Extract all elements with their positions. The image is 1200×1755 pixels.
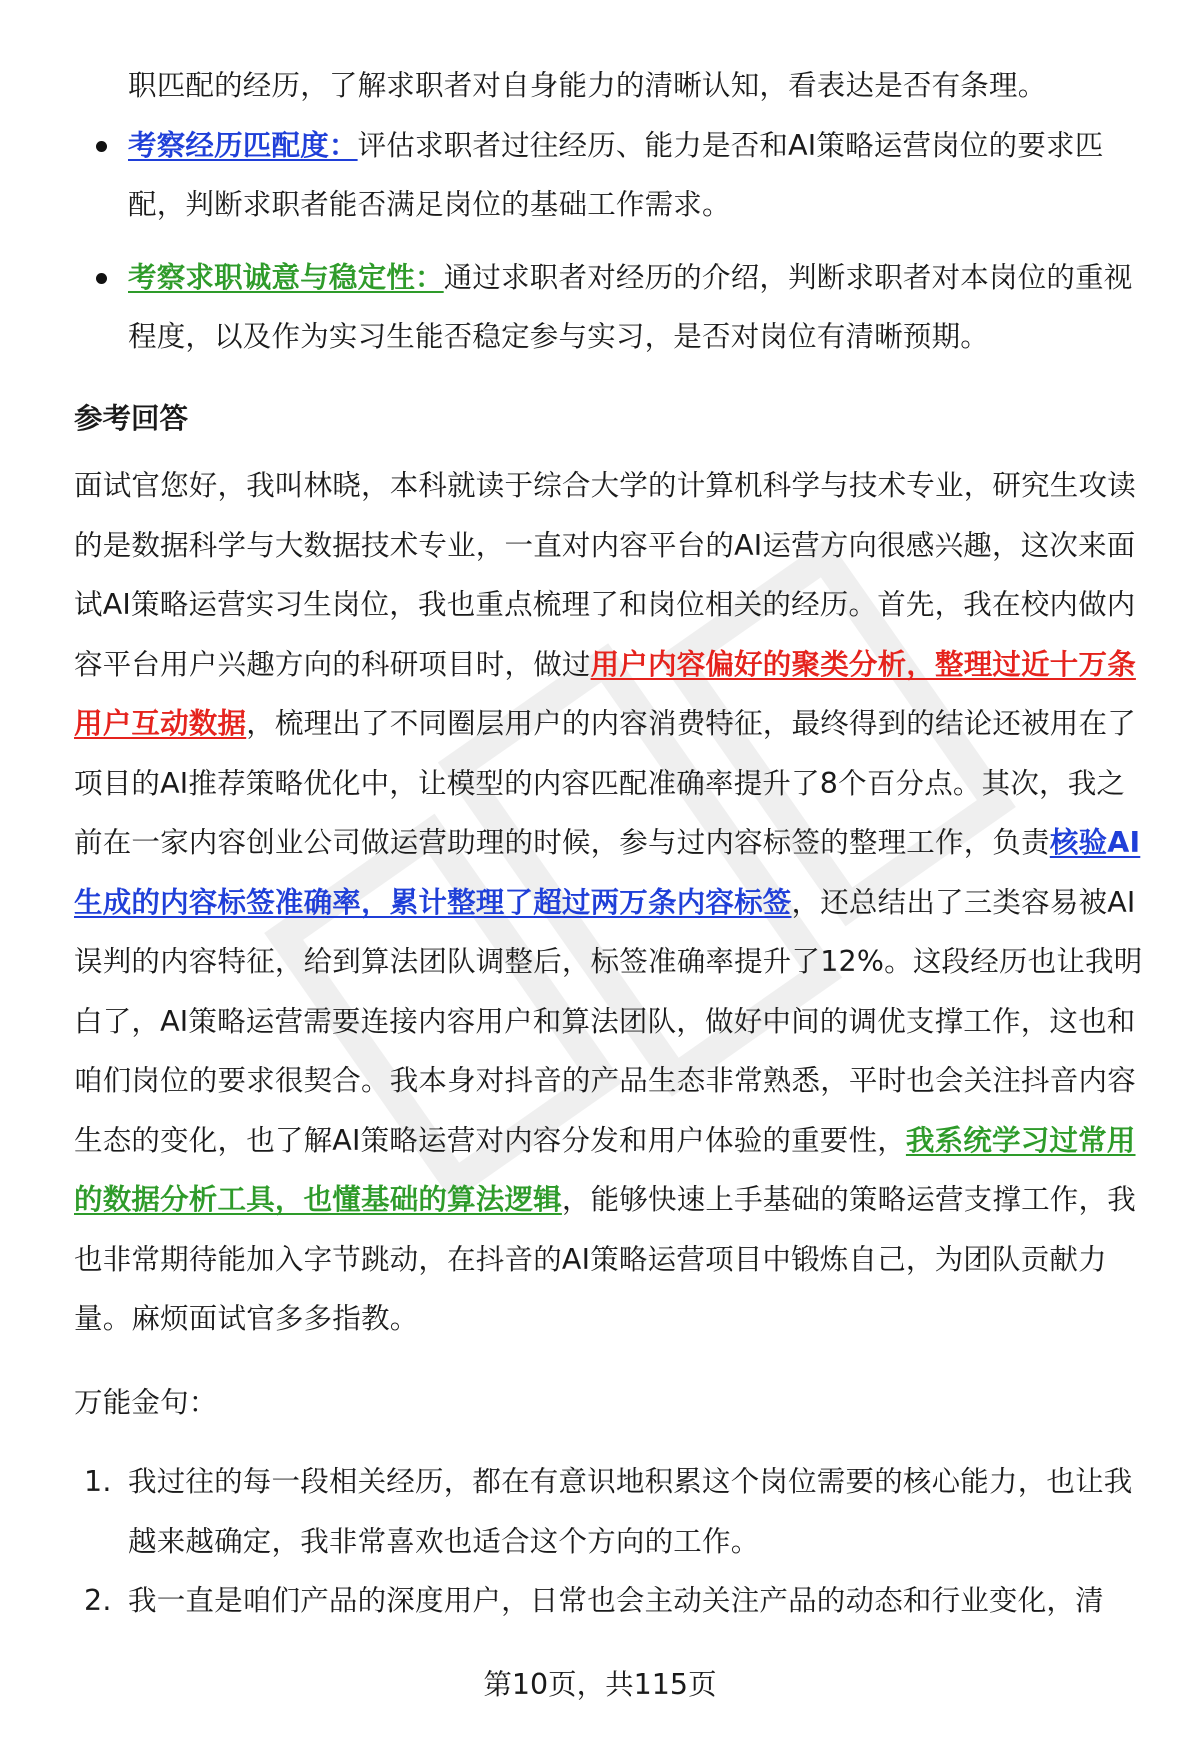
page-footer: 第10页，共115页: [483, 1668, 717, 1701]
answer-highlight-blue: 核验AI生成的内容标签准确率，累计整理了超过两万条内容标签: [74, 826, 1141, 919]
golden-sentences-title: 万能金句：: [74, 1385, 218, 1419]
answer-highlight-green: 我系统学习过常用的数据分析工具，也懂基础的算法逻辑: [74, 1123, 1136, 1216]
criteria-list: [74, 116, 1146, 367]
answer-text: ，梳理出了不同圈层用户的内容消费特征，最终得到的结论还被用在了项目的AI推荐策略优化中，让模型的内容匹配准确率提升了8个百分点。其次，我之前在一家内容创业公司做运营助理的时候，参与过内容标签的整理工作，负责: [74, 707, 1136, 859]
list-number: 1.: [84, 1465, 112, 1498]
answer-heading: 参考回答: [74, 401, 189, 435]
criteria-item-sincerity: [74, 248, 1146, 367]
golden-sentence-text: 我过往的每一段相关经历，都在有意识地积累这个岗位需要的核心能力，也让我越来越确定，我非常喜欢也适合这个方向的工作。: [128, 1465, 1133, 1558]
criteria-text: 通过求职者对经历的介绍，判断求职者对本岗位的重视程度，以及作为实习生能否稳定参与实习，是否对岗位有清晰预期。: [128, 260, 1133, 353]
answer-text: ，能够快速上手基础的策略运营支撑工作，我也非常期待能加入字节跳动，在抖音的AI策略运营项目中锻炼自己，为团队贡献力量。麻烦面试官多多指教。: [74, 1183, 1136, 1335]
intro-tail-text: 职匹配的经历，了解求职者对自身能力的清晰认知，看表达是否有条理。: [128, 69, 1047, 102]
criteria-label: 考察求职诚意与稳定性：: [128, 260, 444, 294]
golden-sentences-list: [74, 1452, 1146, 1631]
golden-sentence-item: [74, 1452, 1146, 1571]
criteria-text: 评估求职者过往经历、能力是否和AI策略运营岗位的要求匹配，判断求职者能否满足岗位的基础工作需求。: [128, 128, 1104, 221]
document-content: [74, 56, 1146, 1631]
bullet-dot-icon: [96, 273, 107, 284]
answer-highlight-red: 用户内容偏好的聚类分析，整理过近十万条用户互动数据: [74, 647, 1136, 740]
criteria-item-experience-match: [74, 116, 1146, 235]
golden-sentence-text: 我一直是咱们产品的深度用户，日常也会主动关注产品的动态和行业变化，清: [128, 1584, 1104, 1617]
golden-sentence-item: [74, 1571, 1146, 1631]
answer-text: 面试官您好，我叫林晓，本科就读于综合大学的计算机科学与技术专业，研究生攻读的是数据科学与大数据技术专业，一直对内容平台的AI运营方向很感兴趣，这次来面试AI策略运营实习生岗位，我也重点梳理了和岗位相关的经历。首先，我在校内做内容平台用户兴趣方向的科研项目时，做过: [74, 469, 1136, 681]
list-number: 2.: [84, 1584, 112, 1617]
answer-text: ，还总结出了三类容易被AI误判的内容特征，给到算法团队调整后，标签准确率提升了12%。这段经历也让我明白了，AI策略运营需要连接内容用户和算法团队，做好中间的调优支撑工作，这也和咱们岗位的要求很契合。我本身对抖音的产品生态非常熟悉，平时也会关注抖音内容生态的变化，也了解AI策略运营对内容分发和用户体验的重要性，: [74, 885, 1143, 1157]
bullet-dot-icon: [96, 141, 107, 152]
criteria-label: 考察经历匹配度：: [128, 128, 358, 162]
answer-paragraph: [74, 456, 1146, 1349]
